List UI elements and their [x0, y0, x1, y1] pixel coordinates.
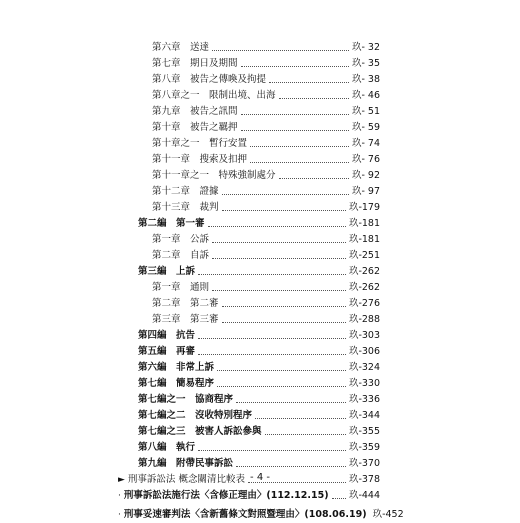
page-number: - 4 - — [250, 472, 270, 483]
toc-entry[interactable] — [152, 136, 380, 152]
toc-part-entry[interactable] — [138, 392, 380, 408]
toc-entry[interactable] — [152, 120, 380, 136]
toc-entry-title: 第一章 公訴 — [152, 234, 210, 245]
toc-entry-page: 玖-303 — [348, 330, 380, 341]
toc-entry-page: 玖-444 — [348, 490, 380, 501]
dot-leader — [222, 322, 346, 323]
toc-entry[interactable] — [152, 312, 380, 328]
toc-entry[interactable] — [152, 168, 380, 184]
toc-entry-title: 第六編 非常上訴 — [138, 362, 215, 373]
dot-leader — [198, 338, 346, 339]
toc-entry-page: 玖-306 — [348, 346, 380, 357]
toc-entry-title: 第三章 第三審 — [152, 314, 219, 325]
toc-entry-title: 第七編之三 被害人訴訟參與 — [138, 426, 262, 437]
toc-entry-page: 玖- 76 — [351, 154, 380, 165]
toc-entry-page: 玖-336 — [348, 394, 380, 405]
dot-leader — [217, 370, 346, 371]
toc-entry[interactable] — [152, 88, 380, 104]
dot-leader — [241, 114, 349, 115]
toc-entry-page: 玖-355 — [348, 426, 380, 437]
toc-entry-page: 玖- 92 — [351, 170, 380, 181]
toc-part-entry[interactable] — [138, 456, 380, 472]
toc-entry[interactable] — [152, 280, 380, 296]
toc-entry-page: 玖-288 — [348, 314, 380, 325]
toc-entry[interactable] — [152, 248, 380, 264]
dot-leader — [222, 306, 346, 307]
toc-entry-page: 玖-181 — [348, 234, 380, 245]
toc-entry-title: 第二章 第二審 — [152, 298, 219, 309]
toc-entry-title: 第二章 自訴 — [152, 250, 210, 261]
toc-entry-page: 玖-370 — [348, 458, 380, 469]
triangle-right-icon: ► — [118, 475, 125, 485]
toc-part-entry[interactable] — [138, 424, 380, 440]
toc-entry-title: 第十章之一 暫行安置 — [152, 138, 248, 149]
toc-part-entry[interactable] — [138, 328, 380, 344]
toc-part-entry[interactable] — [138, 344, 380, 360]
toc-entry-title: 第四編 抗告 — [138, 330, 196, 341]
dot-leader — [236, 466, 346, 467]
dot-leader — [217, 386, 346, 387]
toc-entry[interactable] — [152, 104, 380, 120]
toc-entry[interactable] — [152, 200, 380, 216]
toc-part-entry[interactable] — [138, 376, 380, 392]
toc-law-entry[interactable] — [118, 488, 380, 504]
toc-entry-title: 第一章 通則 — [152, 282, 210, 293]
toc-entry-title: 第九編 附帶民事訴訟 — [138, 458, 234, 469]
toc-law-entry[interactable] — [118, 507, 404, 523]
toc-entry[interactable] — [152, 232, 380, 248]
dot-leader — [236, 402, 346, 403]
toc-entry-page: 玖- 35 — [351, 58, 380, 69]
toc-part-entry[interactable] — [138, 360, 380, 376]
toc-entry[interactable] — [152, 56, 380, 72]
dot-leader — [255, 418, 346, 419]
toc-entry-page: 玖-378 — [348, 474, 380, 485]
toc-entry-page: 玖- 97 — [351, 186, 380, 197]
dot-leader — [279, 98, 349, 99]
toc-entry-page: 玖-251 — [348, 250, 380, 261]
toc-entry-title: 第二編 第一審 — [138, 218, 205, 229]
toc-entry[interactable] — [152, 184, 380, 200]
toc-entry-title: 第九章 被告之訊問 — [152, 106, 238, 117]
toc-entry-page: 玖-330 — [348, 378, 380, 389]
toc-entry-page: 玖- 59 — [351, 122, 380, 133]
dot-leader — [269, 82, 349, 83]
toc-entry[interactable] — [152, 152, 380, 168]
dot-leader — [212, 50, 349, 51]
toc-entry-page: 玖-262 — [348, 282, 380, 293]
toc-entry[interactable] — [152, 72, 380, 88]
dot-leader — [198, 450, 346, 451]
toc-entry-page: 玖-276 — [348, 298, 380, 309]
toc-entry-page: 玖-452 — [372, 509, 404, 520]
toc-entry-title: 第七章 期日及期間 — [152, 58, 238, 69]
dot-leader — [241, 66, 349, 67]
toc-entry-title: 第六章 送達 — [152, 42, 210, 53]
dot-leader — [212, 258, 346, 259]
dot-leader — [250, 146, 349, 147]
dot-leader — [265, 434, 346, 435]
toc-entry-title: 第八章之一 限制出境、出海 — [152, 90, 276, 101]
toc-part-entry[interactable] — [138, 264, 380, 280]
toc-part-entry[interactable] — [138, 440, 380, 456]
toc-entry-title: 第八編 執行 — [138, 442, 196, 453]
toc-part-entry[interactable] — [138, 216, 380, 232]
toc-entry-title: 第五編 再審 — [138, 346, 196, 357]
dot-leader — [198, 354, 346, 355]
toc-entry[interactable] — [152, 40, 380, 56]
toc-entry-title: 第十一章 搜索及扣押 — [152, 154, 248, 165]
dot-leader — [198, 274, 346, 275]
dot-leader — [241, 130, 349, 131]
toc-entry-title: 第七編之二 沒收特別程序 — [138, 410, 253, 421]
toc-entry-title: 第十三章 裁判 — [152, 202, 219, 213]
dot-leader — [250, 162, 349, 163]
toc-entry-title: 第十一章之一 特殊強制處分 — [152, 170, 276, 181]
toc-entry-title: 第十二章 證據 — [152, 186, 219, 197]
toc-entry-title: 第八章 被告之傳喚及拘提 — [152, 74, 267, 85]
toc-entry-page: 玖-262 — [348, 266, 380, 277]
toc-entry-page: 玖-181 — [348, 218, 380, 229]
dot-leader — [222, 194, 349, 195]
toc-entry-title: 第七編之一 協商程序 — [138, 394, 234, 405]
toc-entry-page: 玖- 74 — [351, 138, 380, 149]
toc-entry-title: 刑事訴訟法施行法〈含修正理由〉(112.12.15) — [123, 490, 329, 501]
toc-entry-page: 玖-324 — [348, 362, 380, 373]
toc-entry-page: 玖- 38 — [351, 74, 380, 85]
bullet-dot-icon: · — [118, 491, 121, 501]
toc-entry-page: 玖-359 — [348, 442, 380, 453]
toc-entry-page: 玖-179 — [348, 202, 380, 213]
toc-entry-title: 刑事訴訟法 概念關清比較表 — [127, 474, 245, 485]
toc-entry-title: 刑事妥速審判法〈含新舊條文對照暨理由〉(108.06.19) — [123, 509, 367, 520]
toc-entry-title: 第十章 被告之羈押 — [152, 122, 238, 133]
toc-entry-page: 玖-344 — [348, 410, 380, 421]
dot-leader — [212, 242, 346, 243]
toc-part-entry[interactable] — [138, 408, 380, 424]
dot-leader — [332, 498, 346, 499]
toc-entry-page: 玖- 46 — [351, 90, 380, 101]
toc-entry-page: 玖- 32 — [351, 42, 380, 53]
toc-entry-page: 玖- 51 — [351, 106, 380, 117]
toc-entry-title: 第七編 簡易程序 — [138, 378, 215, 389]
dot-leader — [208, 226, 346, 227]
dot-leader — [222, 210, 346, 211]
dot-leader — [212, 290, 346, 291]
bullet-dot-icon: · — [118, 510, 121, 520]
toc-entry-title: 第三編 上訴 — [138, 266, 196, 277]
toc-entry[interactable] — [152, 296, 380, 312]
dot-leader — [279, 178, 349, 179]
